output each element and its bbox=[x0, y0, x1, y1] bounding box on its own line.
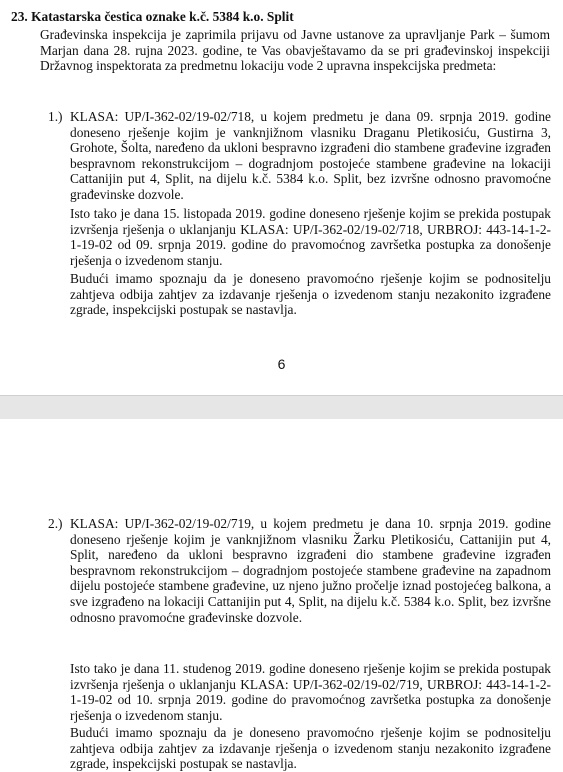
page-number: 6 bbox=[277, 356, 286, 372]
intro-paragraph: Građevinska inspekcija je zaprimila prijavu od Javne ustanove za upravljanje Park – šumom Marjan dana 28. rujna 2023. godine, te Vas obavještavamo da se pri građevinskoj inspekciji Državnog inspektorata za predmetnu lokaciju vode 2 upravna inspekcijska predmeta: bbox=[40, 27, 550, 74]
item-2-paragraph-2: Isto tako je dana 11. studenog 2019. godine doneseno rješenje kojim se prekida postupak izvršenja rješenja o uklanjanju KLASA: UP/I-362-02/19-02/719, URBROJ: 443-14-1-2-1-19-02 od 10. srpnja 2019. godine do pravomoćnog završetka postupka za donošenje rješenja o izvedenom stanju. bbox=[70, 661, 551, 723]
item-2-marker: 2.) bbox=[48, 516, 63, 531]
page-separator bbox=[0, 395, 563, 420]
item-2-paragraph-3: Budući imamo spoznaju da je doneseno pravomoćno rješenje kojim se podnositelju zahtjeva odbija zahtjev za izdavanje rješenja o izvedenom stanju nezakonito izgrađene zgrade, inspekcijski postupak se nastavlja. bbox=[70, 725, 551, 772]
item-2-paragraph-1: KLASA: UP/I-362-02/19-02/719, u kojem predmetu je dana 10. srpnja 2019. godine doneseno rješenje kojim je vanknjižnom vlasniku Žarku Pletikosiću, Cattanijin put 4, Split, naređeno da ukloni bespravno izgrađeni dio stambene građevine izgrađen bespravnom rekonstrukcijom – dogradnjom postojeće stambene građevine na zapadnom dijelu postojeće stambene građevine, uz njeno južno pročelje iznad postojećeg balkona, a sve izgrađeno na lokaciji Cattanijin put 4, Split, na dijelu k.č. 5384 k.o. Split, bez izvršne odnosno pravomoćne građevinske dozvole. bbox=[70, 516, 551, 625]
item-1-paragraph-2: Isto tako je dana 15. listopada 2019. godine doneseno rješenje kojim se prekida postupak izvršenja rješenja o uklanjanju KLASA: UP/I-362-02/19-02/718, URBROJ: 443-14-1-2-1-19-02 od 09. srpnja 2019. godine do pravomoćnog završetka postupka za donošenje rješenja o izvedenom stanju. bbox=[70, 206, 551, 268]
section-heading: 23. Katastarska čestica oznake k.č. 5384 k.o. Split bbox=[11, 9, 294, 24]
item-1-paragraph-1: KLASA: UP/I-362-02/19-02/718, u kojem predmetu je dana 09. srpnja 2019. godine doneseno rješenje kojim je vanknjižnom vlasniku Draganu Pletikosiću, Gustirna 3, Grohote, Šolta, naređeno da ukloni bespravno izgrađeni dio stambene građevine izgrađen bespravnom rekonstrukcijom – dogradnjom postojeće stambene građevine na lokaciji Cattanijin put 4, Split, na dijelu k.č. 5384 k.o. Split, bez izvršne odnosno pravomoćne građevinske dozvole. bbox=[70, 109, 551, 202]
item-1-paragraph-3: Budući imamo spoznaju da je doneseno pravomoćno rješenje kojim se podnositelju zahtjeva odbija zahtjev za izdavanje rješenja o izvedenom stanju nezakonito izgrađene zgrade, inspekcijski postupak se nastavlja. bbox=[70, 271, 551, 318]
document-page-2 bbox=[0, 419, 563, 772]
item-1-marker: 1.) bbox=[48, 109, 63, 124]
